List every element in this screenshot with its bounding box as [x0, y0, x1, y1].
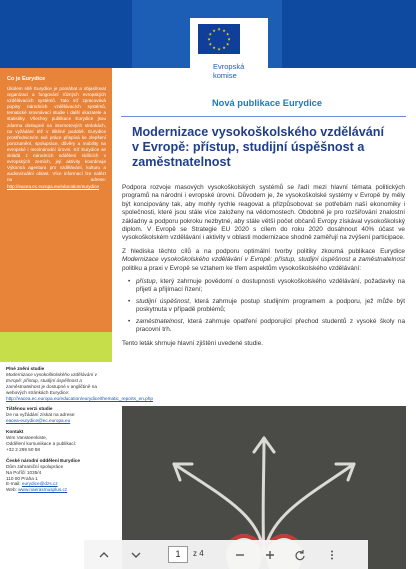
national-unit-heading: České národní oddělení Eurydice — [6, 457, 80, 463]
banner-blue-left — [0, 0, 132, 68]
logo-line-1: Evropská — [213, 62, 245, 71]
national-email-link[interactable]: eurydice@dzs.cz — [21, 481, 58, 487]
contact-role: Oddělení komunikace a publikací: — [6, 440, 77, 446]
more-icon[interactable] — [324, 547, 340, 563]
sidebar-link[interactable]: http://eacea.ec.europa.eu/education/eurydice — [7, 183, 99, 189]
aspect-term: zaměstnatelnost — [136, 317, 183, 325]
paragraph-3: Tento leták shrnuje hlavní zjištění uvedené studie. — [122, 339, 264, 347]
paragraph-2-b: politiku a praxi v Evropě se vztahem ke třem aspektům vysokoškolského vzdělávání: — [122, 264, 362, 272]
national-unit-web — [6, 487, 110, 493]
contact-phone: +32 2 299 50 58 — [6, 446, 41, 452]
aspect-text: , který zahrnuje povědomí o dostupnosti vysokoškolského vzdělávání, požadavky na přijetí a přijímací řízení; — [136, 278, 405, 294]
print-email-link[interactable]: eacea-eurydice@ec.europa.eu — [6, 418, 71, 424]
contact-heading: Kontakt — [6, 429, 24, 435]
aspect-text: , která zahrnuje opatření podporující přechod studentů z vysoké školy na pracovní trh. — [136, 317, 405, 334]
svg-text:★: ★ — [225, 31, 230, 37]
print-heading: Tištěnou verzi studie — [6, 406, 53, 412]
logo-line-2: komise — [213, 71, 237, 80]
pdf-toolbar — [84, 540, 368, 569]
aspect-text: , která zahrnuje postup studijním programem a podporu, jež může být poskytnuta v případě problémů; — [136, 297, 405, 314]
contacts-block — [6, 366, 153, 493]
sidebar-paragraph: Úkolem sítě Eurydice je pomáhat a objasňovat organizaci a fungování různých evropských vzdělávacích systémů. Tato síť zpracovává popisy národních vzdělávacích systémů, tematické srovnávací studie i další ukazatele a statistiky. Všechny publikace Eurydice jsou zdarma dostupné na internetových stránkách, na vyžádání též v tištěné podobě. Eurydice prostřednictvím své práce přispívá ke zlepšení porozumění, spolupráce, důvěry a mobility na evropské i mezinárodní úrovni. Síť Eurydice se skládá z národních oddělení sídlících v evropských zemích, její aktivity koordinuje Výkonná agentura pro vzdělávání, kulturu a audiovizuální oblast. Více informací lze nalézt na adrese: — [7, 86, 106, 183]
paragraph-2-a: Z hlediska těchto cílů a na podporu optimální tvorby politiky zkoumá publikace Eurydice — [122, 247, 405, 255]
banner-blue-right — [282, 0, 416, 68]
list-item — [128, 278, 405, 295]
page-number-input[interactable]: 1 — [168, 546, 188, 563]
paragraph-2-title: Modernizace vysokoškolského vzdělávání v Evropě: přístup, studijní úspěšnost a zaměstnatelnost — [122, 256, 405, 264]
european-commission-logo — [190, 18, 268, 96]
logo-text — [213, 62, 244, 80]
full-study-availability: je dostupné v angličtině na webových stránkách Eurydice: — [6, 383, 97, 395]
full-study-heading: Plné znění studie — [6, 366, 45, 371]
aspect-term: studijní úspěšnost — [136, 297, 190, 305]
aspects-list — [128, 278, 405, 334]
email-label: E-mail: — [6, 481, 21, 487]
svg-text:★: ★ — [217, 26, 221, 32]
paragraph-1: Podpora rozvoje masových vysokoškolských systémů se řadí mezi hlavní témata politických programů na národní i evropské úrovni. Důvodem je, že vysokoškolské systémy v Evropě by měly být koncipovány tak, aby mohly rychle reagovat a přizpůsobovat se potřebám naší ekonomiky i společnosti, které jsou stále více založeny na vědomostech. Obdobně je pro rozšiřování znalostní základny a podporu pokroku nezbytné, aby stále větší počet občanů Evropy získával vysokoškolský diplom. V Evropě se Strategie EU 2020 s cílem do roku 2020 dosáhnout 40% účast ve vysokoškolském vzdělávání i aktivity v oblasti modernizace shodně zaměřují na zvýšení participace. — [122, 184, 405, 242]
svg-text:★: ★ — [212, 27, 216, 33]
national-web-link[interactable]: www.naerasmusplus.cz — [18, 487, 68, 493]
svg-text:★: ★ — [217, 46, 221, 52]
paragraph-2 — [122, 248, 405, 273]
national-unit-city: 110 00 Praha 1 — [6, 475, 38, 481]
document-title: Modernizace vysokoškolského vzdělávání v Evropě: přístup, studijní úspěšnost a zaměstnatelnost — [132, 125, 384, 169]
print-text: lze na vyžádání získat na adrese: — [6, 412, 76, 418]
aspect-term: přístup — [136, 278, 156, 286]
publication-kicker: Nová publikace Eurydice — [211, 98, 323, 108]
sidebar-about-eurydice — [0, 68, 112, 332]
list-item — [128, 298, 405, 315]
chevron-down-icon[interactable] — [128, 547, 144, 563]
svg-text:★: ★ — [227, 36, 231, 42]
svg-text:★: ★ — [225, 41, 230, 47]
full-study-title: Modernizace vysokoškolského vzdělávání v Evropě: přístup, studijní úspěšnost a zaměstnatelnost — [6, 371, 97, 389]
zoom-in-icon[interactable] — [262, 547, 278, 563]
national-unit-org: Dům zahraniční spolupráce — [6, 463, 64, 469]
svg-text:★: ★ — [208, 41, 213, 47]
sidebar-text — [7, 86, 106, 190]
web-label: Web: — [6, 487, 17, 493]
document-body — [122, 184, 405, 353]
sidebar-heading: Co je Eurydice — [7, 76, 46, 82]
svg-text:★: ★ — [222, 45, 226, 51]
full-study-text — [6, 372, 110, 396]
contact-name: Wim Vansteenkiste, — [6, 435, 48, 441]
chevron-up-icon[interactable] — [96, 547, 112, 563]
svg-text:★: ★ — [222, 27, 226, 33]
sidebar-green-band — [0, 332, 112, 362]
svg-text:★: ★ — [212, 45, 216, 51]
national-unit-street: Na Poříčí 1035/4 — [6, 469, 42, 475]
svg-text:★: ★ — [208, 31, 213, 37]
zoom-out-icon[interactable] — [232, 547, 248, 563]
kicker-divider — [121, 116, 406, 117]
rotate-icon[interactable] — [292, 547, 308, 563]
list-item — [128, 318, 405, 335]
eu-flag-icon — [198, 24, 240, 54]
svg-text:★: ★ — [207, 36, 211, 42]
page-count: z 4 — [193, 549, 204, 558]
full-study-link[interactable]: http://eacea.ec.europa.eu/education/eurydice/thematic_reports_en.php — [6, 395, 153, 401]
